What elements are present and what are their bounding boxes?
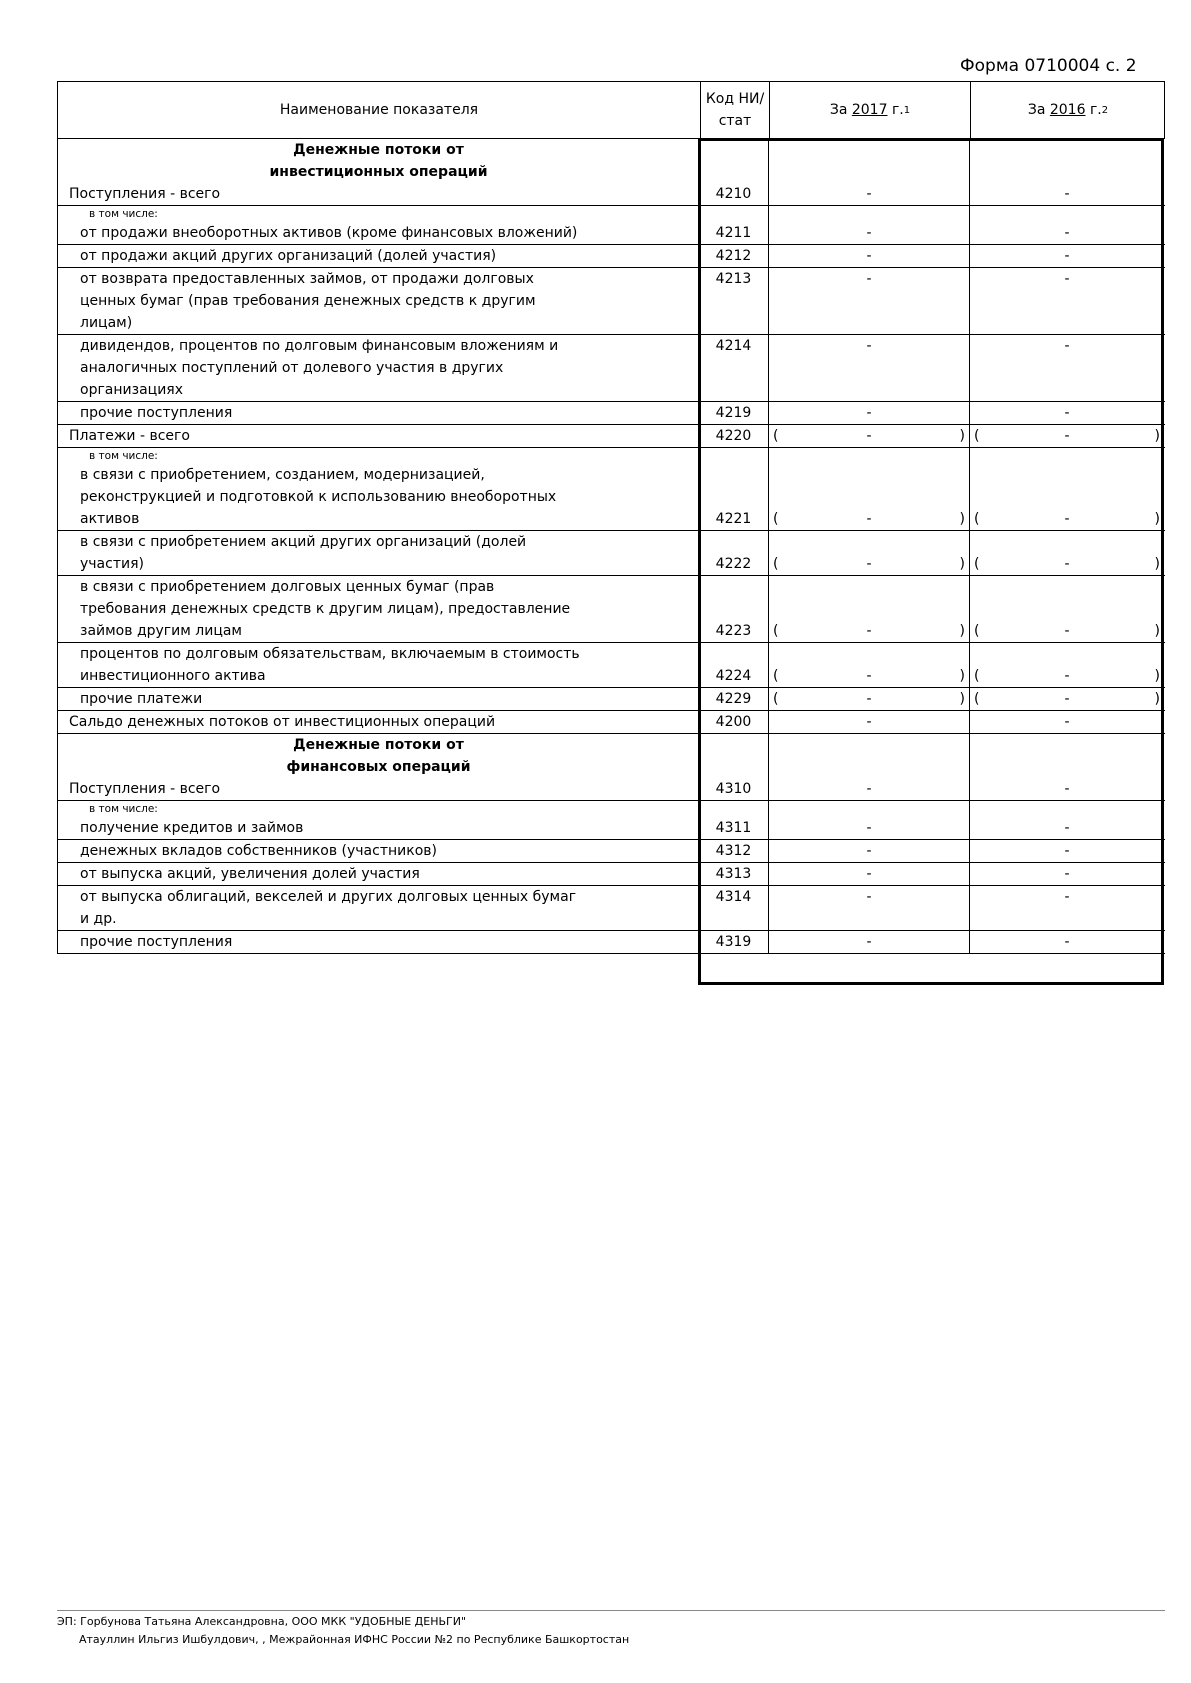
row-value: - [866,934,872,950]
row-value-2017 [768,425,969,447]
row-name-line: в связи с приобретением акций других организаций (долей [80,534,527,550]
table-row [57,268,1165,335]
row-code-value: 4311 [715,820,752,836]
table-row [57,425,1165,448]
row-code [699,643,768,687]
table-row [57,801,1165,840]
row-value: - [866,338,872,354]
row-value-2017 [768,245,969,267]
row-name-line: Денежные потоки от [293,142,464,158]
row-name-line: займов другим лицам [80,623,242,639]
footer-line2: Атауллин Ильгиз Ишбулдович, , Межрайонная ИФНС России №2 по Республике Башкортостан [79,1633,630,1646]
row-value-2016 [969,931,1164,953]
row-code-value: 4212 [715,248,752,264]
row-name-line: Поступления - всего [69,781,221,797]
row-value: - [866,781,872,797]
row-code [699,425,768,447]
table-row [57,734,1165,801]
row-code [699,840,768,862]
row-code-value: 4313 [715,866,752,882]
row-value-2017 [768,688,969,710]
header-year1-prefix: За [829,102,848,118]
row-value: - [1064,428,1070,444]
row-value-2016 [969,206,1164,244]
row-value: - [866,623,872,639]
open-paren: ( [974,428,980,444]
row-value-2016 [969,801,1164,839]
row-code [699,863,768,885]
open-paren: ( [773,623,779,639]
row-name-line: и др. [80,911,117,927]
row-name-line: Поступления - всего [69,186,221,202]
row-name-line: участия) [80,556,144,572]
row-code-value: 4310 [715,781,752,797]
row-name-line: Платежи - всего [69,428,190,444]
row-name [57,801,699,839]
form-id: Форма 0710004 с. 2 [960,56,1137,76]
row-value-2016 [969,576,1164,642]
row-name-line: прочие платежи [80,691,203,707]
row-value: - [1064,843,1070,859]
row-name-line: организациях [80,382,183,398]
row-value: - [866,556,872,572]
open-paren: ( [773,668,779,684]
row-name [57,425,699,447]
row-name-line: в том числе: [89,803,158,815]
row-name [57,576,699,642]
open-paren: ( [974,623,980,639]
row-name-line: от выпуска акций, увеличения долей участия [80,866,420,882]
header-year-2016 [970,82,1165,138]
row-value: - [1064,405,1070,421]
row-code-value: 4219 [715,405,752,421]
row-value-2016 [969,840,1164,862]
row-name-line: дивидендов, процентов по долговым финансовым вложениям и [80,338,559,354]
row-code [699,206,768,244]
signature-footer [57,1613,629,1649]
row-code-value: 4213 [715,271,752,287]
table-header [57,81,1165,139]
row-name [57,206,699,244]
row-value: - [1064,781,1070,797]
row-value-2017 [768,931,969,953]
open-paren: ( [974,691,980,707]
row-name [57,840,699,862]
row-code-value: 4220 [715,428,752,444]
row-value-2017 [768,531,969,575]
row-value: - [866,186,872,202]
row-name [57,734,699,800]
row-value: - [1064,691,1070,707]
row-value-2017 [768,711,969,733]
row-name [57,863,699,885]
row-value: - [866,866,872,882]
row-code [699,139,768,205]
row-name-line: прочие поступления [80,934,233,950]
row-value-2016 [969,711,1164,733]
close-paren: ) [959,556,965,572]
header-year2-prefix: За [1027,102,1046,118]
header-year1-suffix: г. [891,102,904,118]
header-code-line1: Код НИ/ [705,91,765,107]
row-name [57,448,699,530]
row-value-2016 [969,139,1164,205]
row-value-2016 [969,402,1164,424]
row-name [57,245,699,267]
row-code [699,335,768,401]
row-name [57,643,699,687]
row-value: - [1064,668,1070,684]
row-value-2016 [969,425,1164,447]
row-value-2017 [768,886,969,930]
row-name-line: Денежные потоки от [293,737,464,753]
row-code-value: 4319 [715,934,752,950]
row-name-line: лицам) [80,315,133,331]
row-name-line: финансовых операций [286,759,471,775]
row-code-value: 4222 [715,556,752,572]
row-value: - [866,405,872,421]
row-value: - [1064,556,1070,572]
row-value: - [1064,338,1070,354]
close-paren: ) [1154,691,1160,707]
close-paren: ) [1154,428,1160,444]
row-name [57,711,699,733]
table-row [57,688,1165,711]
table-row [57,863,1165,886]
row-code-value: 4312 [715,843,752,859]
row-code [699,245,768,267]
close-paren: ) [959,668,965,684]
row-value: - [1064,714,1070,730]
row-code [699,688,768,710]
row-name [57,931,699,953]
row-name-line: в связи с приобретением долговых ценных бумаг (прав [80,579,495,595]
header-year1: 2017 [851,102,888,118]
table-row [57,245,1165,268]
row-value: - [866,271,872,287]
row-value-2017 [768,643,969,687]
row-value: - [1064,934,1070,950]
header-year-2017 [769,82,970,138]
table-row [57,886,1165,931]
row-value: - [866,691,872,707]
row-code-value: 4224 [715,668,752,684]
header-name: Наименование показателя [279,102,479,118]
row-value: - [1064,889,1070,905]
row-name-line: от продажи внеоборотных активов (кроме финансовых вложений) [80,225,578,241]
row-name-line: процентов по долговым обязательствам, включаемым в стоимость [80,646,580,662]
row-code [699,931,768,953]
close-paren: ) [959,623,965,639]
close-paren: ) [959,511,965,527]
row-value: - [1064,866,1070,882]
row-name-line: от выпуска облигаций, векселей и других долговых ценных бумаг [80,889,577,905]
close-paren: ) [959,428,965,444]
open-paren: ( [974,556,980,572]
header-year2-note: 2 [1101,104,1109,116]
row-value-2017 [768,335,969,401]
row-code [699,576,768,642]
row-name-line: активов [80,511,140,527]
row-value: - [866,843,872,859]
row-name-line: инвестиционных операций [269,164,488,180]
row-name-line: от возврата предоставленных займов, от продажи долговых [80,271,534,287]
row-name-line: Сальдо денежных потоков от инвестиционных операций [69,714,496,730]
row-value-2016 [969,734,1164,800]
row-name [57,335,699,401]
open-paren: ( [773,428,779,444]
row-code-value: 4221 [715,511,752,527]
row-code [699,448,768,530]
row-value-2016 [969,688,1164,710]
row-code [699,801,768,839]
row-value-2017 [768,576,969,642]
header-year2: 2016 [1049,102,1086,118]
row-value-2017 [768,139,969,205]
row-code [699,268,768,334]
row-value-2017 [768,268,969,334]
row-value-2016 [969,863,1164,885]
row-code-value: 4210 [715,186,752,202]
row-value: - [866,225,872,241]
row-name [57,139,699,205]
row-value: - [1064,186,1070,202]
close-paren: ) [1154,623,1160,639]
close-paren: ) [959,691,965,707]
row-code-value: 4229 [715,691,752,707]
row-value-2017 [768,402,969,424]
row-value-2016 [969,245,1164,267]
row-value: - [866,889,872,905]
row-value-2017 [768,206,969,244]
row-code [699,711,768,733]
close-paren: ) [1154,668,1160,684]
header-year1-note: 1 [903,104,911,116]
row-name-line: от продажи акций других организаций (долей участия) [80,248,497,264]
table-row [57,711,1165,734]
close-paren: ) [1154,511,1160,527]
row-name-line: ценных бумаг (прав требования денежных средств к другим [80,293,536,309]
open-paren: ( [773,556,779,572]
row-value: - [866,714,872,730]
row-code-value: 4223 [715,623,752,639]
row-value: - [866,428,872,444]
row-value-2017 [768,801,969,839]
table-row [57,402,1165,425]
row-code [699,531,768,575]
row-value-2017 [768,448,969,530]
row-name-line: денежных вкладов собственников (участников) [80,843,437,859]
row-value: - [1064,271,1070,287]
row-name [57,886,699,930]
table-row [57,448,1165,531]
header-code-line2: стат [718,113,752,129]
row-code [699,402,768,424]
row-code [699,734,768,800]
row-value: - [866,248,872,264]
row-value-2016 [969,643,1164,687]
table-row [57,576,1165,643]
row-value: - [1064,225,1070,241]
row-name-line: в связи с приобретением, созданием, модернизацией, [80,467,485,483]
table-body [57,139,1165,954]
row-code-value: 4211 [715,225,752,241]
row-name-line: аналогичных поступлений от долевого участия в других [80,360,504,376]
footer-line1: ЭП: Горбунова Татьяна Александровна, ООО МКК "УДОБНЫЕ ДЕНЬГИ" [57,1615,467,1628]
header-code [700,82,769,138]
row-value-2016 [969,268,1164,334]
row-value: - [1064,623,1070,639]
table-row [57,139,1165,206]
row-value: - [1064,511,1070,527]
row-name-line: реконструкцией и подготовкой к использованию внеоборотных [80,489,557,505]
row-code-value: 4200 [715,714,752,730]
row-value-2017 [768,840,969,862]
row-value: - [866,820,872,836]
open-paren: ( [773,691,779,707]
row-value: - [866,511,872,527]
close-paren: ) [1154,556,1160,572]
open-paren: ( [974,511,980,527]
row-name [57,402,699,424]
row-value-2016 [969,886,1164,930]
row-value-2016 [969,531,1164,575]
table-row [57,335,1165,402]
row-name-line: в том числе: [89,450,158,462]
open-paren: ( [773,511,779,527]
table-row [57,931,1165,954]
row-value-2016 [969,448,1164,530]
row-name-line: получение кредитов и займов [80,820,304,836]
row-code [699,886,768,930]
row-value: - [866,668,872,684]
row-code-value: 4314 [715,889,752,905]
row-value-2016 [969,335,1164,401]
row-name-line: инвестиционного актива [80,668,266,684]
row-value-2017 [768,863,969,885]
row-name-line: прочие поступления [80,405,233,421]
table-row [57,840,1165,863]
row-code-value: 4214 [715,338,752,354]
table-row [57,531,1165,576]
table-row [57,643,1165,688]
row-name-line: в том числе: [89,208,158,220]
row-value: - [1064,248,1070,264]
footer-divider [57,1610,1165,1611]
table-row [57,206,1165,245]
row-name [57,531,699,575]
row-name [57,268,699,334]
header-year2-suffix: г. [1089,102,1102,118]
open-paren: ( [974,668,980,684]
row-name-line: требования денежных средств к другим лицам), предоставление [80,601,571,617]
row-value-2017 [768,734,969,800]
cash-flow-table [57,81,1165,954]
row-name [57,688,699,710]
row-value: - [1064,820,1070,836]
